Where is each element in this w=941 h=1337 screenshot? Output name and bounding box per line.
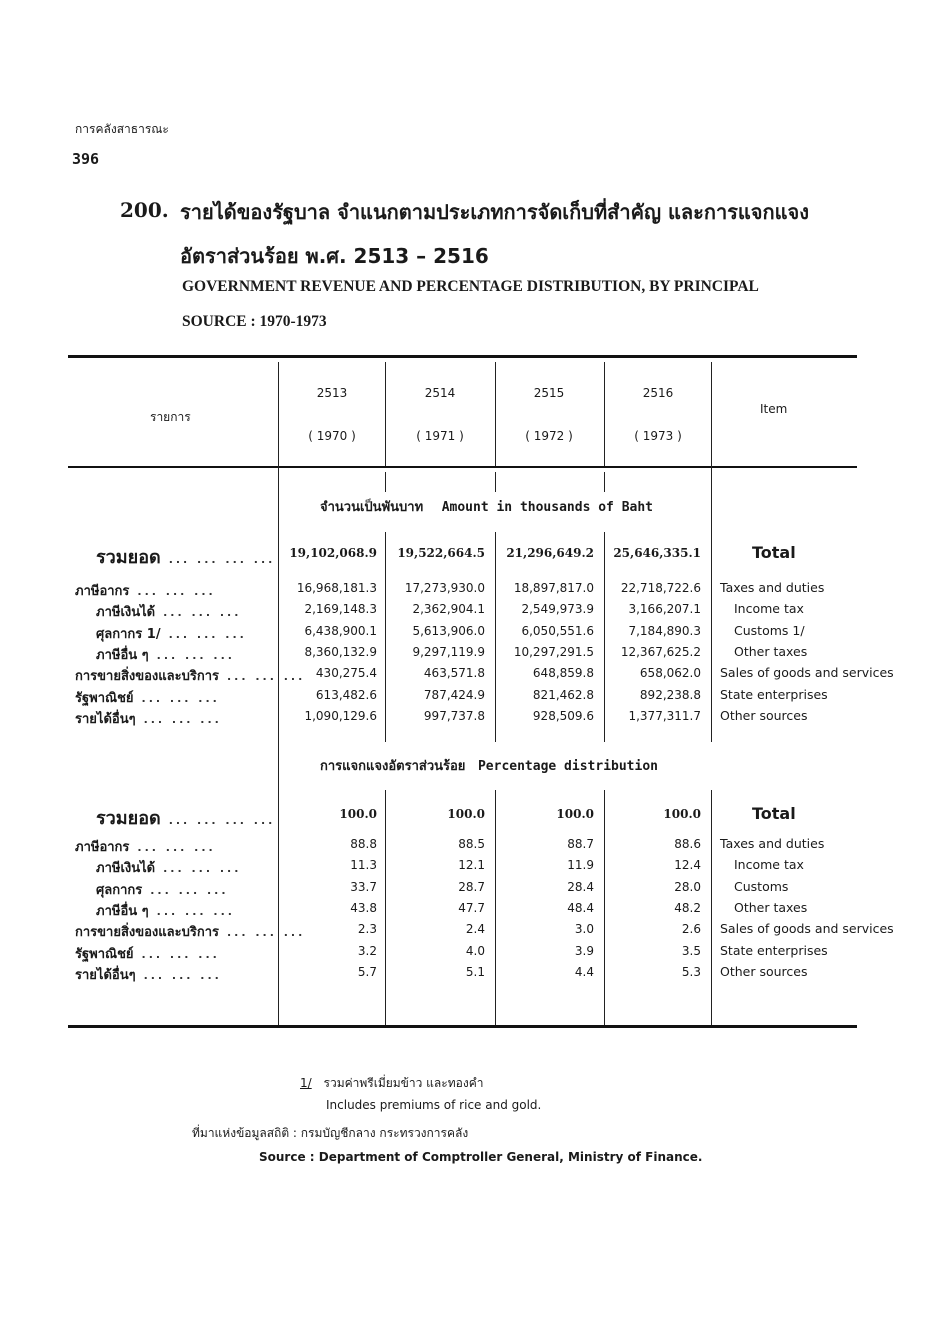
cell-value: 88.6 (674, 837, 701, 851)
leader-dots: ... ... ... (137, 585, 216, 598)
column-divider-stub (495, 472, 496, 492)
header-bottom-rule (68, 466, 857, 468)
row-label-thai: ภาษีเงินได้ (96, 861, 156, 877)
section-heading-amount (320, 496, 653, 517)
row-label (75, 580, 216, 601)
row-label-english: Taxes and duties (720, 580, 825, 595)
cell-value: 3.9 (574, 943, 594, 958)
row-label-english: Sales of goods and services (720, 921, 894, 937)
cell-value: 997,737.8 (423, 708, 485, 723)
cell-value: 4.0 (465, 943, 485, 958)
leader-dots: ... ... ... (168, 627, 247, 641)
row-label-thai: ภาษีเงินได้ (96, 605, 156, 621)
row-label-english: Income tax (734, 601, 804, 617)
cell-value: 658,062.0 (639, 666, 701, 681)
page-number: 396 (72, 150, 100, 168)
column-divider (604, 362, 605, 466)
total-value: 100.0 (556, 807, 594, 821)
cell-value: 1,090,129.6 (304, 708, 377, 723)
row-label-thai: ภาษีอื่น ๆ (96, 647, 149, 663)
cell-value: 928,509.6 (532, 708, 594, 723)
row-label-thai: รัฐพาณิชย์ (75, 946, 134, 962)
column-divider (604, 790, 605, 1025)
footnote-mark: 1/ (300, 1076, 312, 1090)
cell-value: 48.2 (674, 900, 701, 915)
total-value: 100.0 (339, 807, 377, 821)
cell-value: 22,718,722.6 (620, 581, 701, 595)
total-value: 19,102,068.9 (289, 546, 377, 560)
leader-dots: ... ... ... (143, 712, 222, 726)
section-heading-english: Percentage distribution (477, 759, 658, 774)
item-header: Item (760, 402, 788, 416)
leader-dots: ... ... ... (150, 883, 229, 897)
row-label-english: Customs 1/ (734, 622, 805, 638)
leader-dots: ... ... ... (141, 691, 220, 705)
column-divider (385, 790, 386, 1025)
cell-value: 5.3 (681, 964, 701, 979)
row-label (75, 964, 222, 985)
cell-value: 648,859.8 (532, 666, 594, 681)
cell-value: 5.7 (357, 964, 377, 979)
row-label-english: Sales of goods and services (720, 665, 894, 681)
column-divider (711, 790, 712, 1025)
total-value: 21,296,649.2 (506, 546, 594, 560)
cell-value: 5.1 (465, 964, 485, 979)
col-header-ad: ( 1971 ) (416, 429, 464, 443)
cell-value: 28.0 (674, 879, 701, 894)
row-label (96, 644, 235, 665)
cell-value: 2,169,148.3 (304, 602, 377, 617)
row-label-english: Income tax (734, 857, 804, 873)
row-label-thai: ภาษีอื่น ๆ (96, 903, 149, 919)
table-number: 200. (120, 198, 169, 222)
cell-value: 430,275.4 (315, 666, 377, 681)
leader-dots: ... ... ... ... (168, 814, 276, 827)
leader-dots: ... ... ... (163, 862, 242, 876)
cell-value: 11.9 (567, 858, 594, 873)
row-label-english: Other taxes (734, 643, 808, 659)
cell-value: 12.1 (458, 858, 485, 873)
footnote-english: Includes premiums of rice and gold. (326, 1098, 542, 1112)
cell-value: 7,184,890.3 (628, 623, 701, 638)
cell-value: 17,273,930.0 (404, 581, 485, 595)
total-value: 19,522,664.5 (397, 546, 485, 560)
cell-value: 16,968,181.3 (296, 581, 377, 595)
source-english: Source : Department of Comptroller General, Ministry of Finance. (259, 1150, 703, 1164)
cell-value: 3.2 (357, 943, 377, 958)
column-divider (495, 362, 496, 466)
row-label (75, 921, 305, 942)
column-divider (711, 362, 712, 742)
cell-value: 43.8 (350, 900, 377, 915)
cell-value: 12.4 (674, 858, 701, 873)
cell-value: 2,362,904.1 (412, 602, 485, 617)
cell-value: 3,166,207.1 (628, 602, 701, 617)
row-label (75, 665, 305, 686)
col-header-be: 2514 (424, 386, 456, 400)
cell-value: 787,424.9 (423, 687, 485, 702)
section-heading-percent (320, 755, 658, 776)
col-header-ad: ( 1972 ) (525, 429, 573, 443)
col-header-ad: ( 1973 ) (634, 429, 682, 443)
row-label (96, 623, 247, 644)
column-divider (495, 790, 496, 1025)
cell-value: 11.3 (350, 858, 377, 873)
cell-value: 2.3 (357, 922, 377, 937)
total-label-english: Total (752, 543, 796, 562)
cell-value: 10,297,291.5 (513, 644, 594, 659)
cell-value: 28.4 (567, 879, 594, 894)
row-label-thai: ศุลกากร (96, 882, 143, 898)
cell-value: 613,482.6 (315, 687, 377, 702)
section-heading-thai: การแจกแจงอัตราส่วนร้อย (320, 759, 466, 774)
row-label (96, 879, 229, 900)
cell-value: 5,613,906.0 (412, 623, 485, 638)
title-thai-line2: อัตราส่วนร้อย พ.ศ. 2513 – 2516 (180, 244, 489, 268)
leader-dots: ... ... ... (143, 968, 222, 982)
section-heading-thai: จำนวนเป็นพันบาท (320, 500, 424, 515)
row-label-english: State enterprises (720, 942, 828, 958)
leader-dots: ... ... ... (163, 606, 242, 620)
column-divider (604, 532, 605, 742)
row-label (75, 836, 216, 857)
column-divider-stub (385, 472, 386, 492)
total-row-label (96, 803, 275, 832)
column-divider-stub (604, 472, 605, 492)
cell-value: 9,297,119.9 (412, 644, 485, 659)
cell-value: 6,050,551.6 (521, 623, 594, 638)
cell-value: 2.6 (681, 922, 701, 937)
row-label-thai: รายได้อื่นๆ (75, 711, 136, 727)
col-header-be: 2513 (316, 386, 348, 400)
total-label-thai: รวมยอด (96, 547, 161, 568)
row-label-thai: ภาษีอากร (75, 584, 130, 599)
leader-dots: ... ... ... (227, 926, 306, 940)
cell-value: 4.4 (574, 964, 594, 979)
total-label-english: Total (752, 804, 796, 823)
column-divider (385, 532, 386, 742)
cell-value: 88.7 (567, 837, 594, 851)
cell-value: 28.7 (458, 879, 485, 894)
leader-dots: ... ... ... (137, 841, 216, 854)
row-label-english: Other sources (720, 963, 808, 979)
title-thai-line1: รายได้ของรัฐบาล จำแนกตามประเภทการจัดเก็บที่สำคัญ และการแจกแจง (180, 200, 810, 224)
cell-value: 1,377,311.7 (628, 708, 701, 723)
row-label (75, 943, 220, 964)
source-thai: ที่มาแห่งข้อมูลสถิติ : กรมบัญชีกลาง กระทรวงการคลัง (192, 1126, 469, 1140)
total-value: 25,646,335.1 (613, 546, 701, 560)
column-divider (495, 532, 496, 742)
col-header-ad: ( 1970 ) (308, 429, 356, 443)
cell-value: 892,238.8 (639, 687, 701, 702)
column-divider (385, 362, 386, 466)
total-value: 100.0 (447, 807, 485, 821)
cell-value: 3.5 (681, 943, 701, 958)
row-label-thai: การขายสิ่งของและบริการ (75, 669, 219, 685)
row-label-thai: ศุลกากร 1/ (96, 626, 161, 642)
cell-value: 3.0 (574, 922, 594, 937)
leader-dots: ... ... ... (141, 947, 220, 961)
cell-value: 821,462.8 (532, 687, 594, 702)
cell-value: 48.4 (567, 900, 594, 915)
footnote (300, 1074, 483, 1093)
cell-value: 47.7 (458, 900, 485, 915)
row-label (96, 857, 241, 878)
total-row-label (96, 542, 275, 571)
row-label-thai: การขายสิ่งของและบริการ (75, 925, 219, 941)
title-english-line1: GOVERNMENT REVENUE AND PERCENTAGE DISTRIBUTION, BY PRINCIPAL (182, 278, 759, 295)
cell-value: 33.7 (350, 879, 377, 894)
cell-value: 12,367,625.2 (620, 644, 701, 659)
cell-value: 18,897,817.0 (513, 581, 594, 595)
row-label (75, 708, 222, 729)
leader-dots: ... ... ... (227, 670, 306, 684)
leader-dots: ... ... ... (156, 904, 235, 918)
row-label (96, 601, 241, 622)
row-label-english: Other taxes (734, 899, 808, 915)
leader-dots: ... ... ... (156, 648, 235, 662)
cell-value: 2,549,973.9 (521, 602, 594, 617)
row-label-thai: ภาษีอากร (75, 840, 130, 855)
row-label-english: State enterprises (720, 686, 828, 702)
col-header-be: 2515 (533, 386, 565, 400)
col-header-be: 2516 (642, 386, 674, 400)
section-heading-english: Amount in thousands of Baht (441, 500, 654, 515)
footnote-thai: รวมค่าพรีเมี่ยมข้าว และทองคำ (323, 1076, 484, 1090)
cell-value: 88.5 (458, 837, 485, 851)
row-label (75, 687, 220, 708)
cell-value: 6,438,900.1 (304, 623, 377, 638)
total-value: 100.0 (663, 807, 701, 821)
total-label-thai: รวมยอด (96, 808, 161, 829)
row-label-english: Other sources (720, 707, 808, 723)
leader-dots: ... ... ... ... (168, 553, 276, 566)
row-label-english: Taxes and duties (720, 836, 825, 851)
row-label (96, 900, 235, 921)
cell-value: 463,571.8 (423, 666, 485, 681)
table-top-rule (68, 355, 857, 358)
title-english-line2: SOURCE : 1970-1973 (182, 313, 327, 330)
cell-value: 2.4 (465, 922, 485, 937)
row-label-thai: รัฐพาณิชย์ (75, 690, 134, 706)
row-label-thai: รายได้อื่นๆ (75, 967, 136, 983)
cell-value: 8,360,132.9 (304, 644, 377, 659)
table-bottom-rule (68, 1025, 857, 1028)
row-label-english: Customs (734, 878, 789, 894)
stub-header: รายการ (150, 410, 191, 424)
cell-value: 88.8 (350, 837, 377, 851)
running-header: การคลังสาธารณะ (75, 122, 169, 136)
